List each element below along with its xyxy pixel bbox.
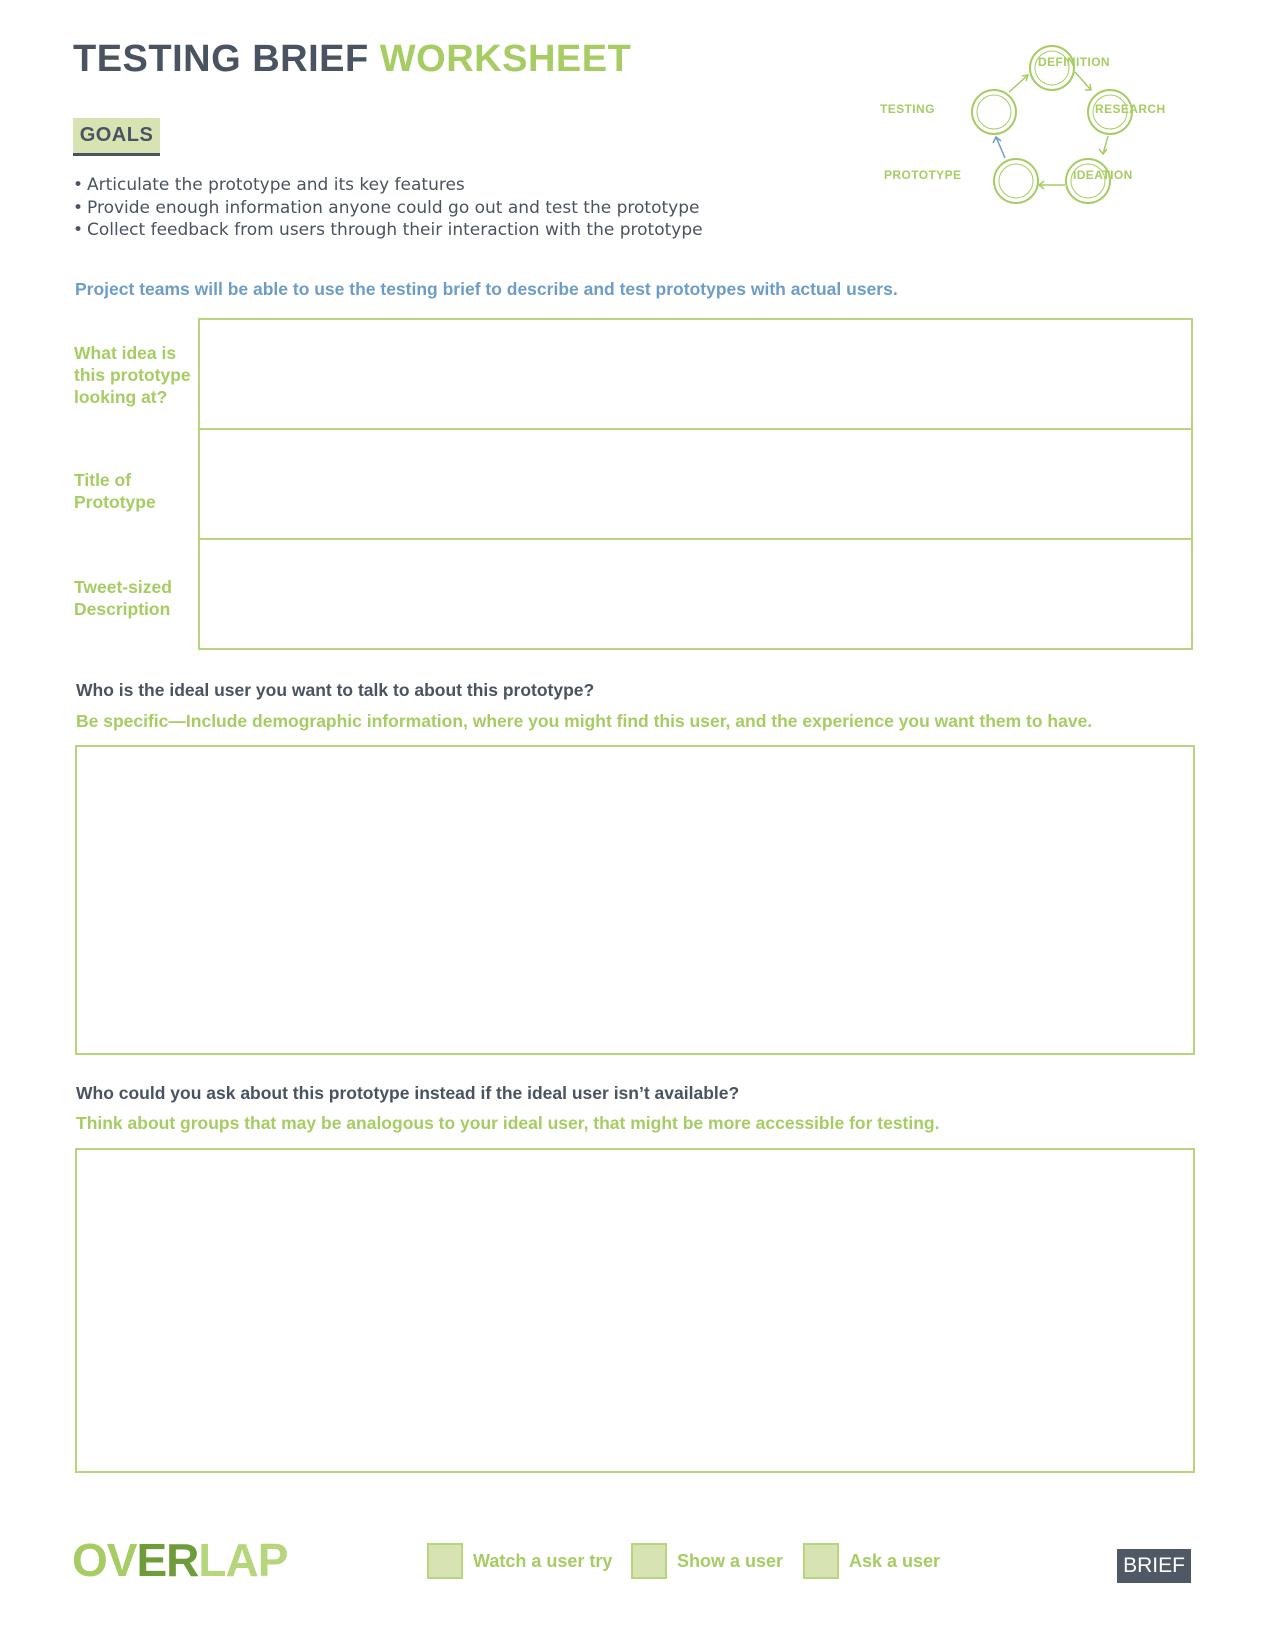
cycle-label-testing: TESTING (880, 102, 935, 116)
method-ask-label: Ask a user (849, 1550, 941, 1571)
field-label-idea: What idea is this prototype looking at? (74, 343, 191, 407)
goal-item (73, 219, 703, 242)
ideal-user-answer-box[interactable] (75, 745, 1195, 1055)
page-title (73, 38, 631, 81)
cycle-label-ideation: IDEATION (1073, 168, 1133, 182)
method-ask-checkbox[interactable] (803, 1543, 839, 1579)
arrow-icon (1009, 75, 1028, 92)
logo-part: ER (136, 1534, 199, 1586)
method-show-checkbox[interactable] (631, 1543, 667, 1579)
brief-tag: BRIEF (1117, 1549, 1191, 1583)
bullet-icon: • (73, 197, 84, 218)
title-green-part: WORKSHEET (379, 38, 632, 80)
cycle-node-prototype-inner (999, 164, 1033, 198)
goal-text: Collect feedback from users through their interaction with the prototype (87, 220, 703, 240)
goal-item (73, 197, 703, 220)
method-watch-checkbox[interactable] (427, 1543, 463, 1579)
field-label-description: Tweet-sized Description (74, 577, 172, 619)
idea-input-box[interactable] (198, 318, 1193, 430)
logo-part: OV (72, 1534, 137, 1586)
goal-text: Articulate the prototype and its key features (87, 175, 465, 195)
alternative-user-hint: Think about groups that may be analogous to your ideal user, that might be more accessible for testing. (76, 1113, 940, 1133)
alternative-user-answer-box[interactable] (75, 1148, 1195, 1473)
cycle-node-testing (972, 90, 1016, 134)
title-dark-part: TESTING BRIEF (73, 38, 369, 80)
cycle-label-prototype: PROTOTYPE (884, 168, 962, 182)
cycle-label-definition: DEFINITION (1038, 55, 1110, 69)
method-show-label: Show a user (677, 1550, 784, 1571)
bullet-icon: • (73, 220, 84, 240)
intro-text: Project teams will be able to use the testing brief to describe and test prototypes with actual users. (75, 279, 898, 299)
method-ask[interactable] (803, 1543, 940, 1579)
goal-item (73, 174, 703, 197)
arrow-icon (1075, 72, 1091, 90)
alternative-user-question: Who could you ask about this prototype instead if the ideal user isn’t available? (76, 1083, 740, 1103)
goals-badge: GOALS (73, 118, 160, 156)
cycle-node-prototype (994, 159, 1038, 203)
description-input-box[interactable] (198, 538, 1193, 650)
cycle-label-research: RESEARCH (1095, 102, 1166, 116)
logo-part: LAP (198, 1534, 288, 1586)
process-cycle-diagram (880, 40, 1195, 215)
ideal-user-hint: Be specific—Include demographic information, where you might find this user, and the experience you want them to have. (76, 711, 1093, 731)
goals-list (73, 174, 703, 242)
overlap-logo (72, 1534, 288, 1586)
field-label-title: Title of Prototype (74, 470, 156, 512)
cycle-node-testing-inner (977, 95, 1011, 129)
goal-text: Provide enough information anyone could go out and test the prototype (87, 197, 700, 218)
method-watch[interactable] (427, 1543, 612, 1579)
ideal-user-question: Who is the ideal user you want to talk to about this prototype? (76, 680, 595, 700)
method-watch-label: Watch a user try (473, 1550, 613, 1571)
title-input-box[interactable] (198, 428, 1193, 540)
method-show[interactable] (631, 1543, 783, 1579)
bullet-icon: • (73, 175, 84, 195)
